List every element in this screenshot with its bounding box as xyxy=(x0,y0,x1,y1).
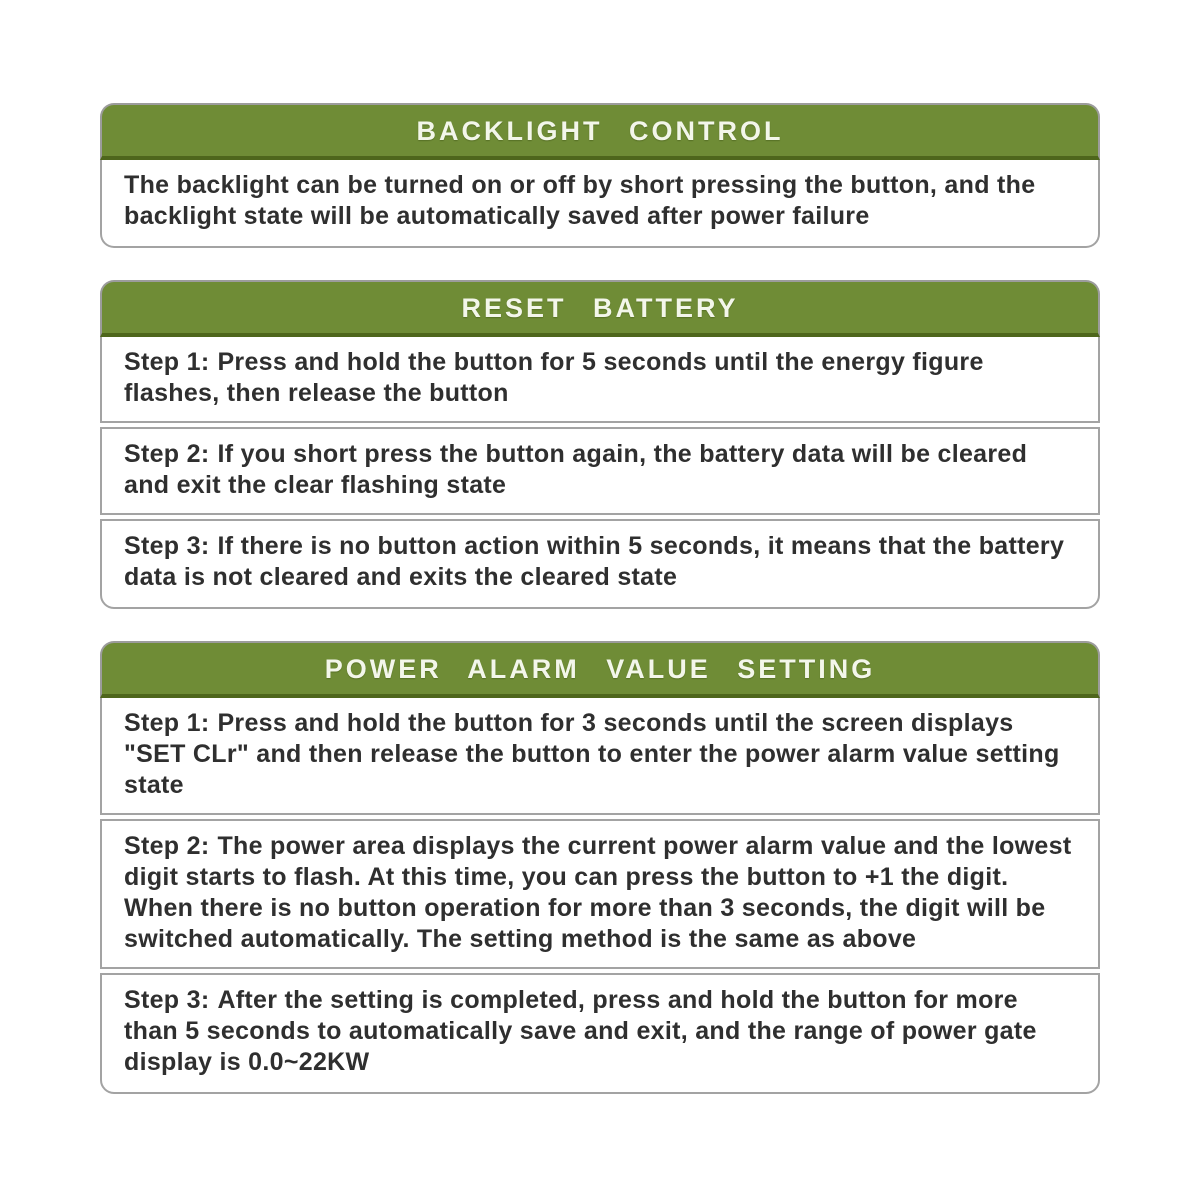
backlight-control-body-text: The backlight can be turned on or off by short pressing the button, and the backlight state will be automatically saved after power failure xyxy=(124,171,1036,230)
step-text: After the setting is completed, press and hold the button for more than 5 seconds to automatically save and exit, and the range of power gate display is 0.0~22KW xyxy=(124,986,1037,1076)
paragraph-text xyxy=(124,985,1074,1078)
backlight-control-paragraph xyxy=(100,160,1100,248)
reset-battery-step-1 xyxy=(100,337,1100,423)
section-power-alarm-value-setting xyxy=(100,641,1100,1094)
step-text: If there is no button action within 5 seconds, it means that the battery data is not cleared and exits the cleared state xyxy=(124,532,1065,591)
power-alarm-step-3 xyxy=(100,973,1100,1094)
step-text: Press and hold the button for 3 seconds until the screen displays "SET CLr" and then release the button to enter the power alarm value setting state xyxy=(124,709,1060,799)
section-title-reset-battery: RESET BATTERY xyxy=(461,293,739,323)
step-label: Step 2: xyxy=(124,440,210,468)
paragraph-text xyxy=(124,439,1074,501)
step-text: If you short press the button again, the battery data will be cleared and exit the clear flashing state xyxy=(124,440,1028,499)
section-backlight-control xyxy=(100,103,1100,248)
section-reset-battery-header xyxy=(100,280,1100,337)
step-label: Step 1: xyxy=(124,709,210,737)
paragraph-text xyxy=(124,831,1074,955)
step-label: Step 2: xyxy=(124,832,210,860)
section-title-power-alarm-value-setting: POWER ALARM VALUE SETTING xyxy=(324,654,876,684)
step-label: Step 3: xyxy=(124,986,210,1014)
section-backlight-control-header xyxy=(100,103,1100,160)
reset-battery-step-3 xyxy=(100,519,1100,609)
paragraph-text xyxy=(124,708,1074,801)
paragraph-text xyxy=(124,170,1074,232)
step-text: The power area displays the current power alarm value and the lowest digit starts to flash. At this time, you can press the button to +1 the digit. When there is no button operation for more than 3 seconds, the digit will be switched automatically. The setting method is the same as above xyxy=(124,832,1072,953)
section-title-backlight-control: BACKLIGHT CONTROL xyxy=(416,116,784,146)
power-alarm-step-1 xyxy=(100,698,1100,815)
step-label: Step 3: xyxy=(124,532,210,560)
section-power-alarm-header xyxy=(100,641,1100,698)
step-text: Press and hold the button for 5 seconds until the energy figure flashes, then release the button xyxy=(124,348,984,407)
paragraph-text xyxy=(124,347,1074,409)
paragraph-text xyxy=(124,531,1074,593)
reset-battery-step-2 xyxy=(100,427,1100,515)
section-reset-battery xyxy=(100,280,1100,609)
power-alarm-step-2 xyxy=(100,819,1100,969)
step-label: Step 1: xyxy=(124,348,210,376)
